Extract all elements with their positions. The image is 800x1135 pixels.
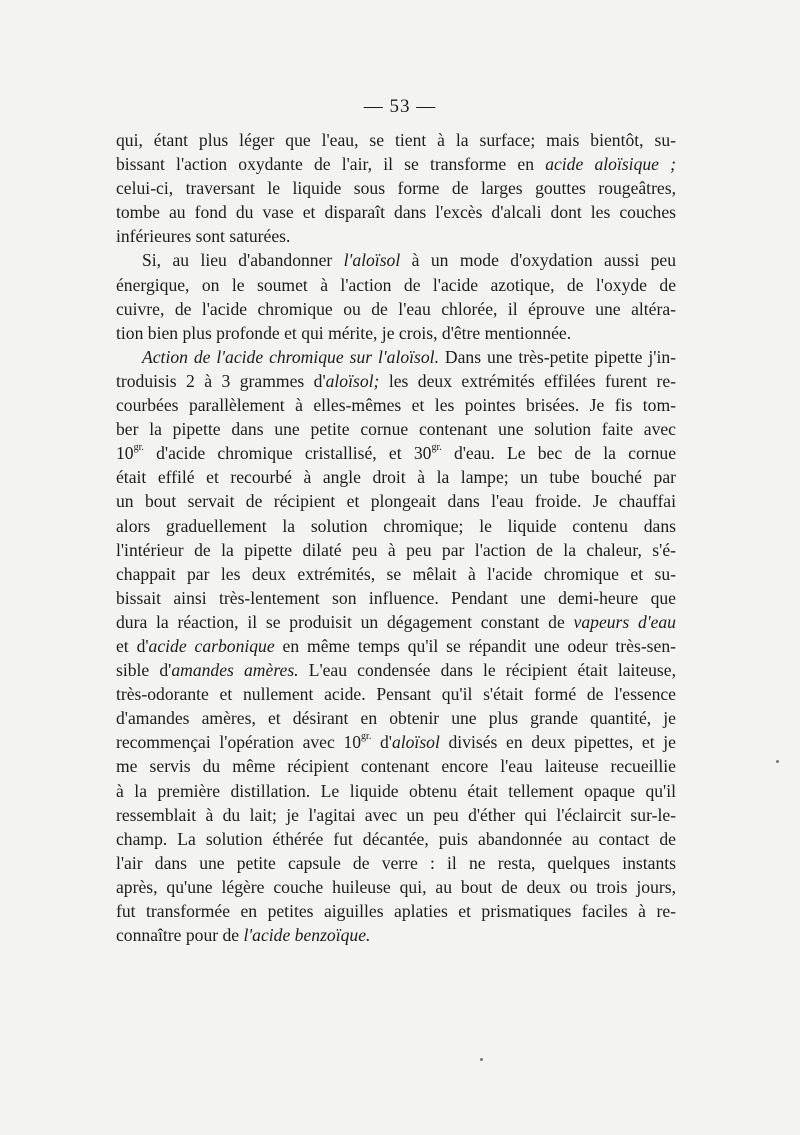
speck-mark [776,760,779,763]
text-segment: fut transformée en petites aiguilles aplaties et prismatiques faciles à re- [116,901,676,921]
italic-text: vapeurs d'eau [573,611,676,632]
text-segment: ber la pipette dans une petite cornue contenant une solution faite avec [116,419,676,440]
text-line [116,489,676,513]
text-segment: dura la réaction, il se produisit un dégagement constant de [116,611,574,632]
superscript-unit: gr. [431,442,442,454]
text-line [116,297,676,321]
page-number: — 53 — [363,96,437,117]
text-segment: divisés en deux pipettes, et je [439,732,676,753]
text-line [116,393,676,417]
text-segment: chappait par les deux extrémités, se mêlait à l'acide chromique et su- [116,563,676,584]
superscript-unit: gr. [133,442,144,454]
text-line [116,610,676,634]
text-segment: et d' [116,635,149,656]
text-segment: qui, étant plus léger que l'eau, se tient à la surface; mais bientôt, su- [116,130,676,150]
text-segment: l'intérieur de la pipette dilaté peu à peu par l'action de la chaleur, s'é- [116,539,676,560]
italic-text: acide carbonique [148,635,275,656]
italic-text: acide aloïsique ; [545,154,677,175]
italic-text: amandes amères. [171,660,299,681]
text-line [116,586,676,610]
text-line [116,152,676,176]
italic-text: l'aloïsol [343,250,401,271]
text-line [116,754,676,778]
text-line [116,514,676,538]
text-segment: à un mode d'oxydation aussi peu [400,250,677,271]
text-line [116,803,676,827]
text-line [116,899,676,923]
text-segment: connaître pour de [116,925,244,946]
text-segment: l'air dans une petite capsule de verre : il ne resta, quelques instants [116,852,676,873]
text-segment: Si, au lieu d'abandonner [142,250,344,271]
text-segment: d'acide chromique cristallisé, et 30 [143,443,432,464]
text-segment: alors graduellement la solution chromique; le liquide contenu dans [116,515,676,536]
text-segment: inférieures sont saturées. [116,226,291,247]
speck-mark [480,1058,483,1061]
text-segment: à la première distillation. Le liquide obtenu était tellement opaque qu'il [116,780,676,801]
text-line [116,827,676,851]
text-line [116,779,676,803]
text-line [116,441,676,465]
text-line [116,875,676,899]
text-line [116,682,676,706]
text-line [116,176,676,200]
text-segment: après, qu'une légère couche huileuse qui, au bout de deux ou trois jours, [116,876,676,897]
text-segment: me servis du même récipient contenant encore l'eau laiteuse recueillie [116,756,676,777]
italic-text: aloïsol; [325,370,380,391]
text-segment: tombe au fond du vase et disparaît dans l'excès d'alcali dont les couches [116,202,676,223]
text-segment: un bout servait de récipient et plongeait dans l'eau froide. Je chauffai [116,491,676,512]
text-segment: bissant l'action oxydante de l'air, il se transforme en [116,154,546,175]
text-segment: troduisis 2 à 3 grammes d' [116,370,326,391]
text-segment: Dans une très-petite pipette j'in- [438,346,676,367]
text-segment: d' [371,732,392,753]
text-line [116,417,676,441]
body-text [116,128,676,947]
superscript-unit: gr. [361,731,372,743]
text-line [116,248,676,272]
text-line [116,730,676,754]
text-segment: d'eau. Le bec de la cornue [441,443,676,464]
text-line [116,562,676,586]
text-line [116,706,676,730]
text-segment: ressemblait à du lait; je l'agitai avec un peu d'éther qui l'éclaircit sur-le- [116,804,676,825]
text-line [116,345,676,369]
text-line [116,634,676,658]
text-segment: L'eau condensée dans le récipient était laiteuse, [298,660,676,681]
text-line [116,321,676,345]
text-segment: champ. La solution éthérée fut décantée, puis abandonnée au contact de [116,828,676,849]
text-segment: 10 [116,443,134,464]
text-line [116,200,676,224]
text-segment: tion bien plus profonde et qui mérite, je crois, d'être mentionnée. [116,322,572,343]
text-line [116,465,676,489]
text-segment: était effilé et recourbé à angle droit à la lampe; un tube bouché par [116,467,676,488]
text-segment: d'amandes amères, et désirant en obtenir une plus grande quantité, je [116,708,676,729]
text-line [116,538,676,562]
text-segment: en même temps qu'il se répandit une odeur très-sen- [274,635,676,656]
text-segment: bissait ainsi très-lentement son influence. Pendant une demi-heure que [116,587,676,608]
text-segment: énergique, on le soumet à l'action de l'acide azotique, de l'oxyde de [116,274,676,295]
text-line [116,923,676,947]
italic-text: l'acide benzoïque. [243,925,371,946]
text-segment: très-odorante et nullement acide. Pensant qu'il s'était formé de l'essence [116,684,676,705]
text-line [116,273,676,297]
text-line [116,224,676,248]
text-line [116,128,676,152]
text-line [116,851,676,875]
text-segment: sible d' [116,660,172,681]
text-line [116,658,676,682]
text-segment: courbées parallèlement à elles-mêmes et les pointes brisées. Je fis tom- [116,395,676,416]
text-segment: cuivre, de l'acide chromique ou de l'eau chlorée, il éprouve une altéra- [116,298,676,319]
text-segment: les deux extrémités effilées furent re- [379,370,676,391]
italic-text: Action de l'acide chromique sur l'aloïsol. [142,346,439,367]
text-segment: celui-ci, traversant le liquide sous forme de larges gouttes rougeâtres, [116,178,676,199]
text-segment: recommençai l'opération avec 10 [116,732,362,753]
text-line [116,369,676,393]
italic-text: aloïsol [391,732,440,753]
